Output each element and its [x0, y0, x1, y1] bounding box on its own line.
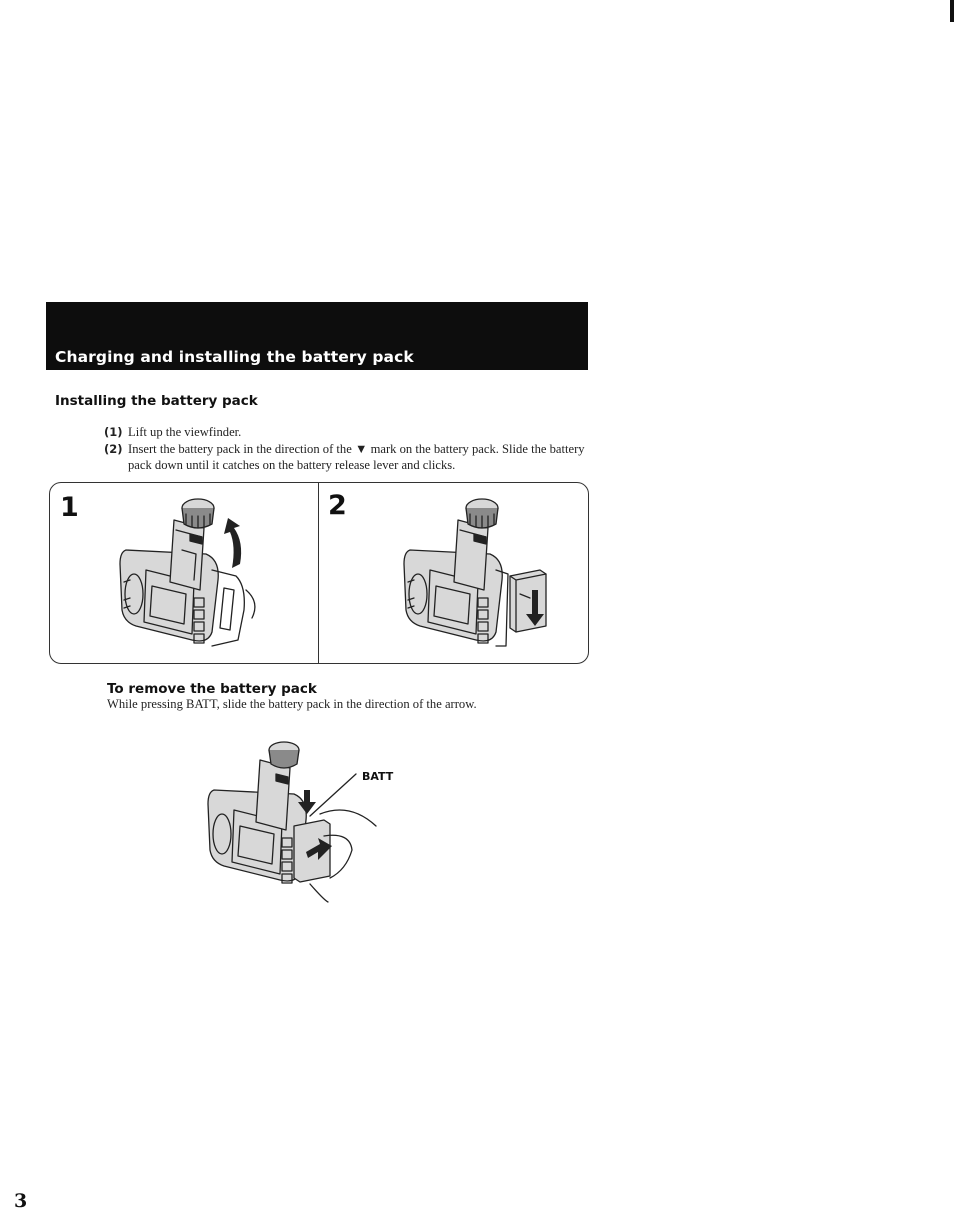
camcorder-battery-insert-illustration [396, 490, 566, 660]
camcorder-viewfinder-lift-illustration [112, 490, 272, 660]
remove-text: While pressing BATT, slide the battery pack in the direction of the arrow. [107, 697, 477, 711]
page-edge-mark [950, 0, 954, 22]
figure-1-number: 1 [60, 492, 79, 523]
section-title: Charging and installing the battery pack [55, 348, 414, 366]
section-banner [46, 302, 588, 370]
figure-2-number: 2 [328, 490, 347, 521]
figure-divider [318, 483, 319, 664]
step-number: (2) [104, 442, 123, 456]
install-step-2 [104, 441, 604, 477]
step-text: Lift up the viewfinder. [128, 425, 242, 439]
camcorder-battery-remove-illustration [200, 740, 400, 910]
install-step-1 [104, 424, 604, 442]
page-number: 3 [14, 1190, 28, 1212]
step-text: Insert the battery pack in the direction of the ▼ mark on the battery pack. Slide the battery pack down until it catches on the battery release lever and clicks. [128, 442, 585, 472]
batt-callout-label: BATT [362, 770, 394, 783]
install-heading: Installing the battery pack [55, 393, 258, 409]
remove-heading: To remove the battery pack [107, 681, 317, 697]
step-number: (1) [104, 425, 123, 439]
